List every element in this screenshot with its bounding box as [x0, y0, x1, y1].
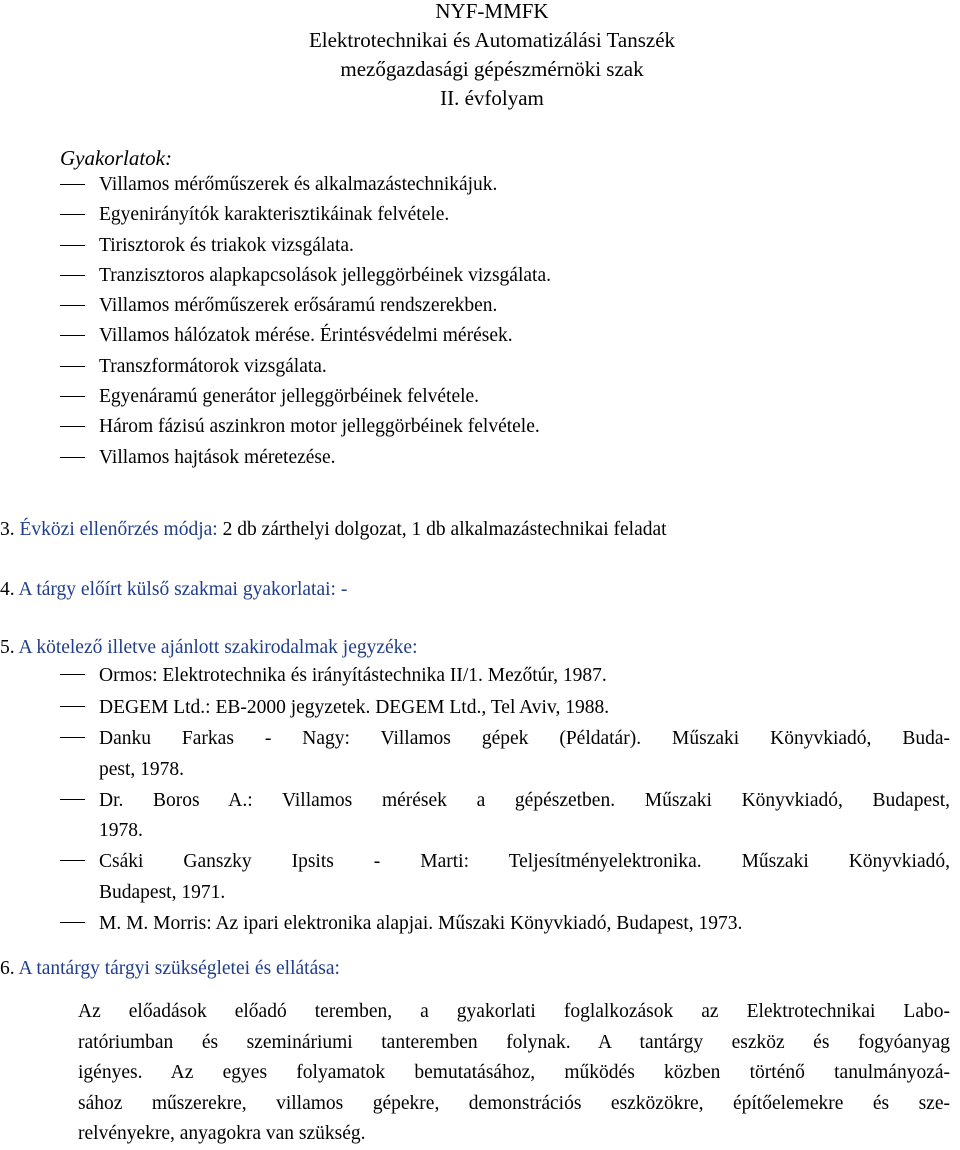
header-line-4: II. évfolyam: [440, 86, 544, 110]
list-item: [60, 724, 950, 786]
list-item: [60, 444, 940, 474]
list-item-text-cont: 1978.: [99, 820, 143, 841]
practicals-title: Gyakorlatok:: [60, 146, 172, 170]
section-number: 5.: [0, 637, 15, 658]
list-item: [60, 693, 950, 725]
list-item: [60, 353, 940, 383]
section-3: [0, 516, 960, 544]
section-number: 6.: [0, 958, 15, 979]
dash-bullet: [60, 922, 85, 923]
list-item-text: Villamos mérőműszerek és alkalmazástechnikájuk.: [99, 174, 498, 195]
paragraph-line: igényes. Az egyes folyamatok bemutatásához, működés közben történő tanulmányozá-: [78, 1062, 950, 1083]
list-item: [60, 232, 940, 262]
dash-bullet: [60, 860, 85, 861]
list-item-text: Tirisztorok és triakok vizsgálata.: [99, 234, 354, 256]
practicals-list: [60, 171, 940, 474]
list-item: [60, 786, 950, 848]
paragraph-line: relvényekre, anyagokra van szükség.: [78, 1123, 366, 1144]
paragraph-line: ratóriumban és szemináriumi tanteremben folynak. A tantárgy eszköz és fogyóanyag: [78, 1031, 950, 1053]
list-item: [60, 661, 950, 693]
list-item-text: Villamos hálózatok mérése. Érintésvédelmi mérések.: [99, 325, 513, 347]
list-item-text: Danku Farkas - Nagy: Villamos gépek (Példatár). Műszaki Könyvkiadó, Buda-: [99, 728, 950, 749]
list-item: [60, 909, 950, 941]
dash-bullet: [60, 245, 85, 246]
header-line-1: NYF-MMFK: [435, 0, 549, 23]
dash-bullet: [60, 674, 85, 675]
list-item: [60, 201, 940, 231]
list-item: [60, 322, 940, 352]
dash-bullet: [60, 799, 85, 800]
list-item: [60, 847, 950, 909]
list-item-text: Villamos mérőműszerek erősáramú rendszerekben.: [99, 295, 498, 317]
list-item-text: Három fázisú aszinkron motor jelleggörbéinek felvétele.: [99, 416, 540, 438]
document-header: [0, 0, 960, 113]
list-item: [60, 262, 940, 292]
section-text: 2 db zárthelyi dolgozat, 1 db alkalmazástechnikai feladat: [222, 519, 667, 540]
section-number: 3.: [0, 519, 15, 540]
section-6-paragraph: [78, 997, 950, 1150]
list-item-text: Villamos hajtások méretezése.: [99, 446, 336, 468]
section-title: A tantárgy tárgyi szükségletei és ellátása:: [18, 958, 340, 979]
list-item-text: Egyenáramú generátor jelleggörbéinek felvétele.: [99, 386, 480, 408]
literature-list: [60, 661, 950, 940]
list-item-text: Dr. Boros A.: Villamos mérések a gépészetben. Műszaki Könyvkiadó, Budapest,: [99, 789, 950, 811]
dash-bullet: [60, 214, 85, 215]
section-title: A kötelező illetve ajánlott szakirodalmak jegyzéke:: [18, 637, 418, 658]
list-item-text: DEGEM Ltd.: EB-2000 jegyzetek. DEGEM Ltd., Tel Aviv, 1988.: [99, 696, 610, 718]
list-item: [60, 413, 940, 443]
list-item-text-cont: pest, 1978.: [99, 758, 185, 780]
list-item: [60, 383, 940, 413]
paragraph-line: Az előadások előadó teremben, a gyakorlati foglalkozások az Elektrotechnikai Labo-: [78, 1001, 950, 1022]
list-item-text: Tranzisztoros alapkapcsolások jelleggörbéinek vizsgálata.: [99, 264, 551, 286]
dash-bullet: [60, 335, 85, 336]
list-item-text: Ormos: Elektrotechnika és irányítástechnika II/1. Mezőtúr, 1987.: [99, 665, 607, 686]
dash-bullet: [60, 275, 85, 276]
section-title: A tárgy előírt külső szakmai gyakorlatai: -: [18, 579, 348, 600]
list-item-text: M. M. Morris: Az ipari elektronika alapjai. Műszaki Könyvkiadó, Budapest, 1973.: [99, 912, 743, 934]
section-4: [0, 576, 960, 604]
section-title: Évközi ellenőrzés módja:: [19, 519, 218, 540]
list-item: [60, 171, 940, 201]
section-number: 4.: [0, 579, 15, 600]
dash-bullet: [60, 737, 85, 738]
list-item-text: Csáki Ganszky Ipsits - Marti: Teljesítményelektronika. Műszaki Könyvkiadó,: [99, 851, 950, 872]
paragraph-line: sához műszerekre, villamos gépekre, demonstrációs eszközökre, építőelemekre és sze-: [78, 1092, 950, 1114]
dash-bullet: [60, 184, 85, 185]
dash-bullet: [60, 426, 85, 427]
dash-bullet: [60, 457, 85, 458]
dash-bullet: [60, 706, 85, 707]
dash-bullet: [60, 366, 85, 367]
section-6: [0, 955, 960, 983]
header-line-3: mezőgazdasági gépészmérnöki szak: [340, 57, 644, 81]
list-item: [60, 292, 940, 322]
list-item-text-cont: Budapest, 1971.: [99, 881, 226, 903]
dash-bullet: [60, 305, 85, 306]
header-line-2: Elektrotechnikai és Automatizálási Tanszék: [308, 28, 676, 52]
section-5: [0, 634, 960, 662]
list-item-text: Transzformátorok vizsgálata.: [99, 355, 327, 377]
list-item-text: Egyenirányítók karakterisztikáinak felvétele.: [99, 204, 450, 226]
dash-bullet: [60, 396, 85, 397]
